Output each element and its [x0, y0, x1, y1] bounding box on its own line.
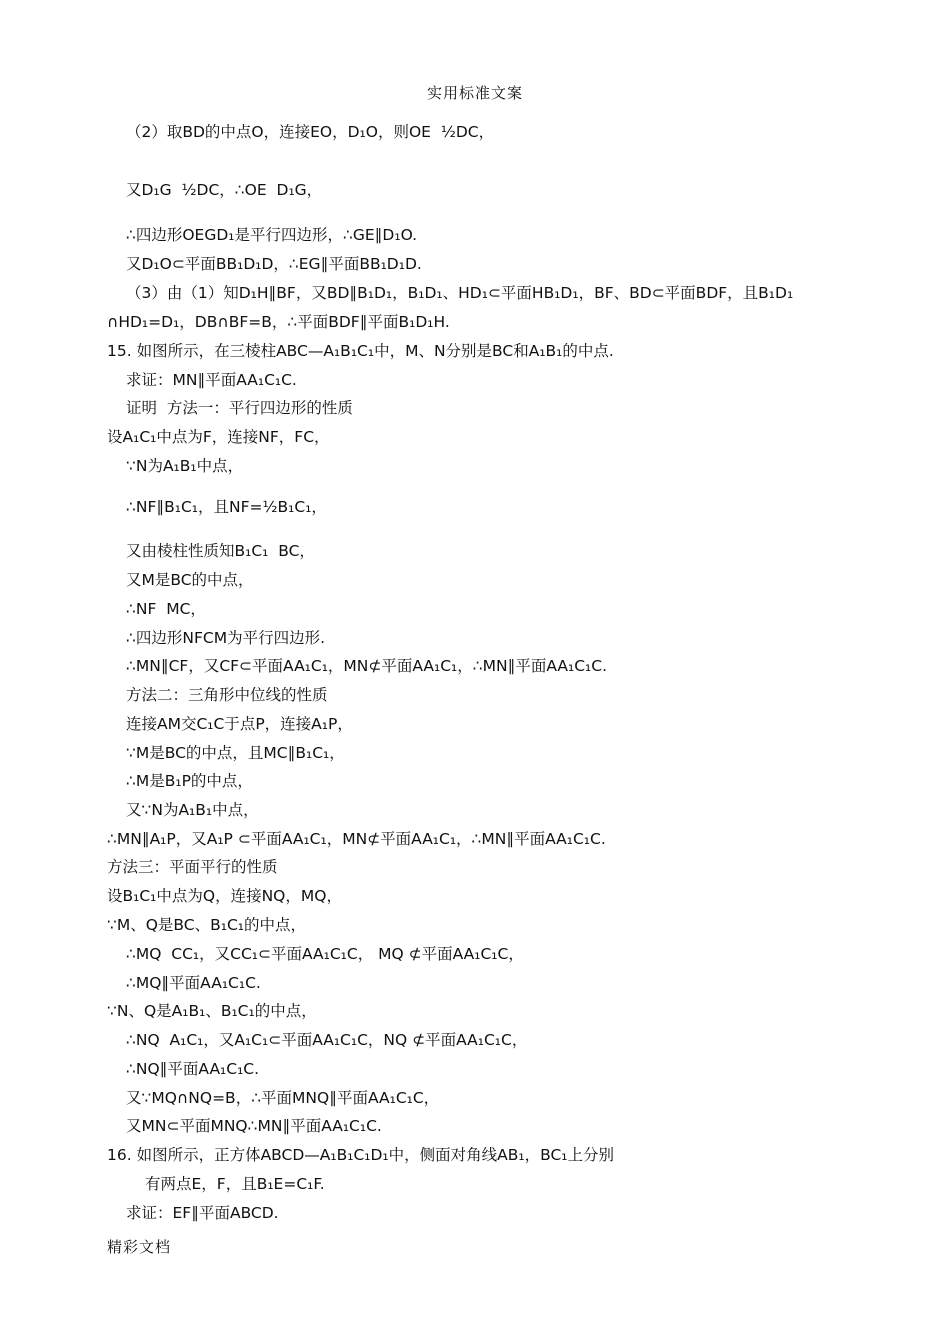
text-line: ∴NF∥B₁C₁，且NF=½B₁C₁， — [126, 498, 327, 516]
text-line: 方法三：平面平行的性质 — [107, 858, 278, 876]
page-header: 实用标准文案 — [426, 84, 523, 102]
text-line: 求证：MN∥平面AA₁C₁C. — [126, 371, 297, 389]
text-line: 15. 如图所示，在三棱柱ABC—A₁B₁C₁中，M、N分别是BC和A₁B₁的中点. — [107, 342, 614, 360]
text-line: ∩HD₁=D₁，DB∩BF=B，∴平面BDF∥平面B₁D₁H. — [107, 313, 450, 331]
text-line: （3）由（1）知D₁H∥BF，又BD∥B₁D₁，B₁D₁、HD₁⊂平面HB₁D₁，BF、BD⊂平面BDF，且B₁D₁ — [126, 284, 794, 302]
text-line: 又∵N为A₁B₁中点， — [126, 801, 259, 819]
text-line: （2）取BD的中点O，连接EO，D₁O，则OE ½DC， — [126, 123, 495, 141]
text-line: ∴MQ∥平面AA₁C₁C. — [126, 974, 261, 992]
text-line: 又D₁G ½DC，∴OE D₁G， — [126, 181, 323, 199]
text-line: 求证：EF∥平面ABCD. — [126, 1204, 279, 1222]
text-line: 又MN⊂平面MNQ∴MN∥平面AA₁C₁C. — [126, 1117, 382, 1135]
text-line: 设B₁C₁中点为Q，连接NQ，MQ， — [107, 887, 342, 905]
text-line: ∴四边形NFCM为平行四边形. — [126, 629, 325, 647]
text-line: 又∵MQ∩NQ=B，∴平面MNQ∥平面AA₁C₁C， — [126, 1089, 440, 1107]
text-line: ∴MQ CC₁，又CC₁⊂平面AA₁C₁C， MQ ⊄平面AA₁C₁C， — [126, 945, 524, 963]
text-line: ∴MN∥CF，又CF⊂平面AA₁C₁，MN⊄平面AA₁C₁，∴MN∥平面AA₁C₁C. — [126, 657, 607, 675]
text-line: ∴MN∥A₁P，又A₁P ⊂平面AA₁C₁，MN⊄平面AA₁C₁，∴MN∥平面AA₁C₁C. — [107, 830, 606, 848]
text-line: 又M是BC的中点， — [126, 571, 254, 589]
text-line: ∴NQ A₁C₁，又A₁C₁⊂平面AA₁C₁C，NQ ⊄平面AA₁C₁C， — [126, 1031, 528, 1049]
text-line: 16. 如图所示，正方体ABCD—A₁B₁C₁D₁中，侧面对角线AB₁，BC₁上分别 — [107, 1146, 614, 1164]
text-line: ∵M是BC的中点，且MC∥B₁C₁， — [126, 744, 345, 762]
text-line: ∴NQ∥平面AA₁C₁C. — [126, 1060, 260, 1078]
text-line: 连接AM交C₁C于点P，连接A₁P， — [126, 715, 353, 733]
text-line: 设A₁C₁中点为F，连接NF，FC， — [107, 428, 330, 446]
text-line: ∴NF MC， — [126, 600, 206, 618]
text-line: 有两点E，F，且B₁E=C₁F. — [145, 1175, 325, 1193]
text-line: 又D₁O⊂平面BB₁D₁D，∴EG∥平面BB₁D₁D. — [126, 255, 422, 273]
page-footer: 精彩文档 — [107, 1238, 172, 1256]
text-line: 证明 方法一：平行四边形的性质 — [126, 399, 353, 417]
text-line: 又由棱柱性质知B₁C₁ BC， — [126, 542, 315, 560]
text-line: ∵M、Q是BC、B₁C₁的中点， — [107, 916, 307, 934]
text-line: ∴M是B₁P的中点， — [126, 772, 253, 790]
text-line: ∵N为A₁B₁中点， — [126, 457, 244, 475]
text-line: 方法二：三角形中位线的性质 — [126, 686, 328, 704]
text-line: ∴四边形OEGD₁是平行四边形，∴GE∥D₁O. — [126, 226, 418, 244]
text-line: ∵N、Q是A₁B₁、B₁C₁的中点， — [107, 1002, 317, 1020]
